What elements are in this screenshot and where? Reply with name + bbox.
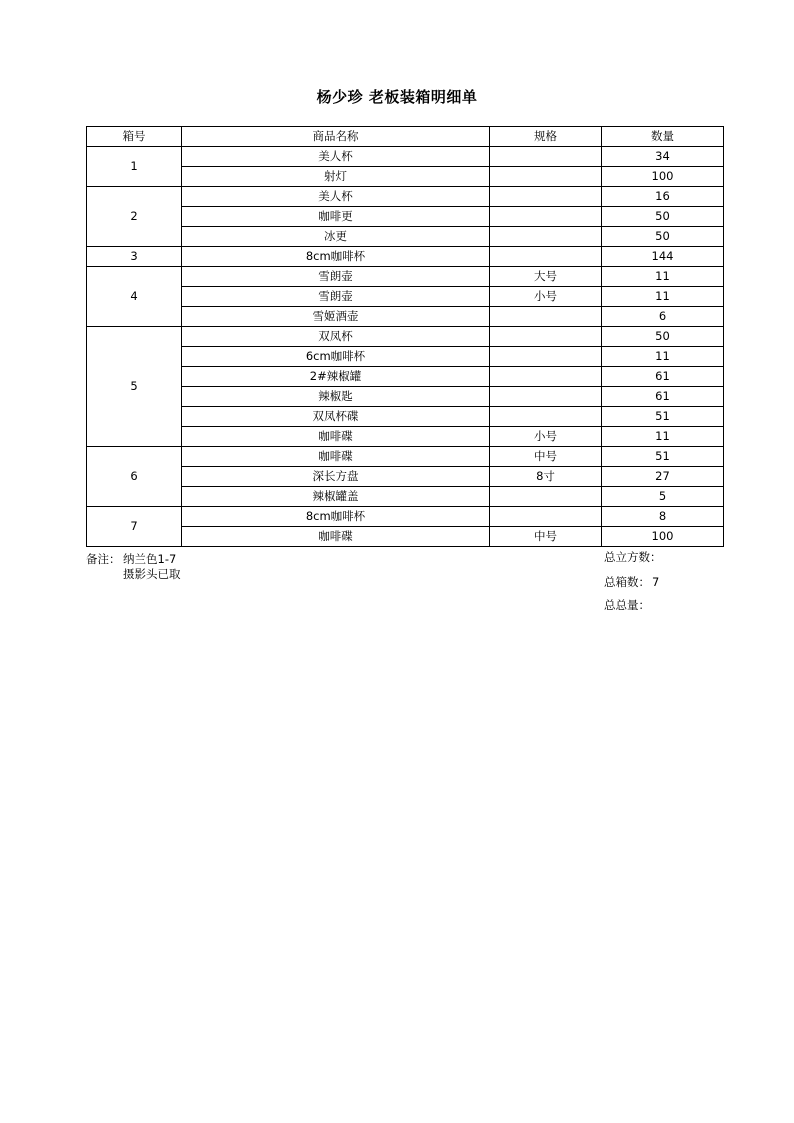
table-row — [87, 367, 724, 387]
quantity-cell: 144 — [602, 247, 724, 267]
spec-cell — [490, 307, 602, 327]
quantity-cell: 100 — [602, 167, 724, 187]
product-name-cell: 2#辣椒罐 — [182, 367, 490, 387]
summary-weight-label: 总总量： — [604, 598, 650, 612]
table-row — [87, 227, 724, 247]
table-row — [87, 507, 724, 527]
table-row — [87, 327, 724, 347]
spec-cell — [490, 487, 602, 507]
spec-cell — [490, 247, 602, 267]
table-row — [87, 287, 724, 307]
table-row — [87, 527, 724, 547]
product-name-cell: 咖啡碟 — [182, 427, 490, 447]
box-number-cell: 4 — [87, 267, 182, 327]
quantity-cell: 50 — [602, 207, 724, 227]
box-number-cell: 5 — [87, 327, 182, 447]
spec-cell — [490, 207, 602, 227]
quantity-cell: 5 — [602, 487, 724, 507]
spec-cell — [490, 327, 602, 347]
table-row — [87, 207, 724, 227]
spec-cell — [490, 147, 602, 167]
spec-cell: 中号 — [490, 447, 602, 467]
table-row — [87, 307, 724, 327]
table-row — [87, 427, 724, 447]
table-row — [87, 407, 724, 427]
summary-volume — [604, 550, 664, 565]
spec-cell — [490, 227, 602, 247]
notes-line: 摄影头已取 — [123, 567, 181, 581]
product-name-cell: 8cm咖啡杯 — [182, 247, 490, 267]
product-name-cell: 冰更 — [182, 227, 490, 247]
notes-line: 纳兰色1-7 — [123, 552, 177, 566]
quantity-cell: 6 — [602, 307, 724, 327]
quantity-cell: 51 — [602, 407, 724, 427]
table-row — [87, 247, 724, 267]
quantity-cell: 34 — [602, 147, 724, 167]
quantity-cell: 11 — [602, 427, 724, 447]
product-name-cell: 8cm咖啡杯 — [182, 507, 490, 527]
product-name-cell: 咖啡更 — [182, 207, 490, 227]
box-number-cell: 1 — [87, 147, 182, 187]
packing-list-table — [86, 126, 724, 547]
spec-cell — [490, 367, 602, 387]
spec-cell — [490, 387, 602, 407]
column-header-box: 箱号 — [87, 127, 182, 147]
quantity-cell: 16 — [602, 187, 724, 207]
spec-cell: 8寸 — [490, 467, 602, 487]
box-number-cell: 2 — [87, 187, 182, 247]
quantity-cell: 51 — [602, 447, 724, 467]
table-row — [87, 447, 724, 467]
quantity-cell: 50 — [602, 327, 724, 347]
spec-cell — [490, 507, 602, 527]
column-header-spec: 规格 — [490, 127, 602, 147]
product-name-cell: 双凤杯碟 — [182, 407, 490, 427]
summary-volume-label: 总立方数： — [604, 550, 662, 564]
quantity-cell: 50 — [602, 227, 724, 247]
table-header-row — [87, 127, 724, 147]
quantity-cell: 61 — [602, 387, 724, 407]
summary-boxes — [604, 575, 659, 590]
table-row — [87, 267, 724, 287]
table-row — [87, 187, 724, 207]
spec-cell: 小号 — [490, 287, 602, 307]
spec-cell — [490, 347, 602, 367]
product-name-cell: 雪姬酒壶 — [182, 307, 490, 327]
product-name-cell: 深长方盘 — [182, 467, 490, 487]
product-name-cell: 双凤杯 — [182, 327, 490, 347]
product-name-cell: 咖啡碟 — [182, 447, 490, 467]
quantity-cell: 8 — [602, 507, 724, 527]
box-number-cell: 7 — [87, 507, 182, 547]
spec-cell: 小号 — [490, 427, 602, 447]
table-row — [87, 347, 724, 367]
product-name-cell: 辣椒罐盖 — [182, 487, 490, 507]
column-header-name: 商品名称 — [182, 127, 490, 147]
quantity-cell: 27 — [602, 467, 724, 487]
column-header-qty: 数量 — [602, 127, 724, 147]
quantity-cell: 11 — [602, 287, 724, 307]
table-body — [87, 147, 724, 547]
quantity-cell: 11 — [602, 267, 724, 287]
table-row — [87, 167, 724, 187]
table-row — [87, 147, 724, 167]
spec-cell — [490, 187, 602, 207]
product-name-cell: 6cm咖啡杯 — [182, 347, 490, 367]
product-name-cell: 雪朗壶 — [182, 287, 490, 307]
product-name-cell: 美人杯 — [182, 147, 490, 167]
table-row — [87, 467, 724, 487]
summary-weight — [604, 598, 652, 613]
product-name-cell: 美人杯 — [182, 187, 490, 207]
table-row — [87, 387, 724, 407]
product-name-cell: 辣椒匙 — [182, 387, 490, 407]
quantity-cell: 61 — [602, 367, 724, 387]
box-number-cell: 6 — [87, 447, 182, 507]
quantity-cell: 100 — [602, 527, 724, 547]
page-title: 杨少珍 老板装箱明细单 — [316, 88, 478, 106]
product-name-cell: 雪朗壶 — [182, 267, 490, 287]
summary-boxes-value: 7 — [652, 575, 660, 589]
quantity-cell: 11 — [602, 347, 724, 367]
spec-cell — [490, 407, 602, 427]
summary-boxes-label: 总箱数： — [604, 575, 650, 589]
notes-label: 备注： — [86, 552, 121, 566]
spec-cell: 大号 — [490, 267, 602, 287]
product-name-cell: 射灯 — [182, 167, 490, 187]
spec-cell: 中号 — [490, 527, 602, 547]
notes-block — [86, 552, 181, 582]
table-row — [87, 487, 724, 507]
spec-cell — [490, 167, 602, 187]
box-number-cell: 3 — [87, 247, 182, 267]
product-name-cell: 咖啡碟 — [182, 527, 490, 547]
